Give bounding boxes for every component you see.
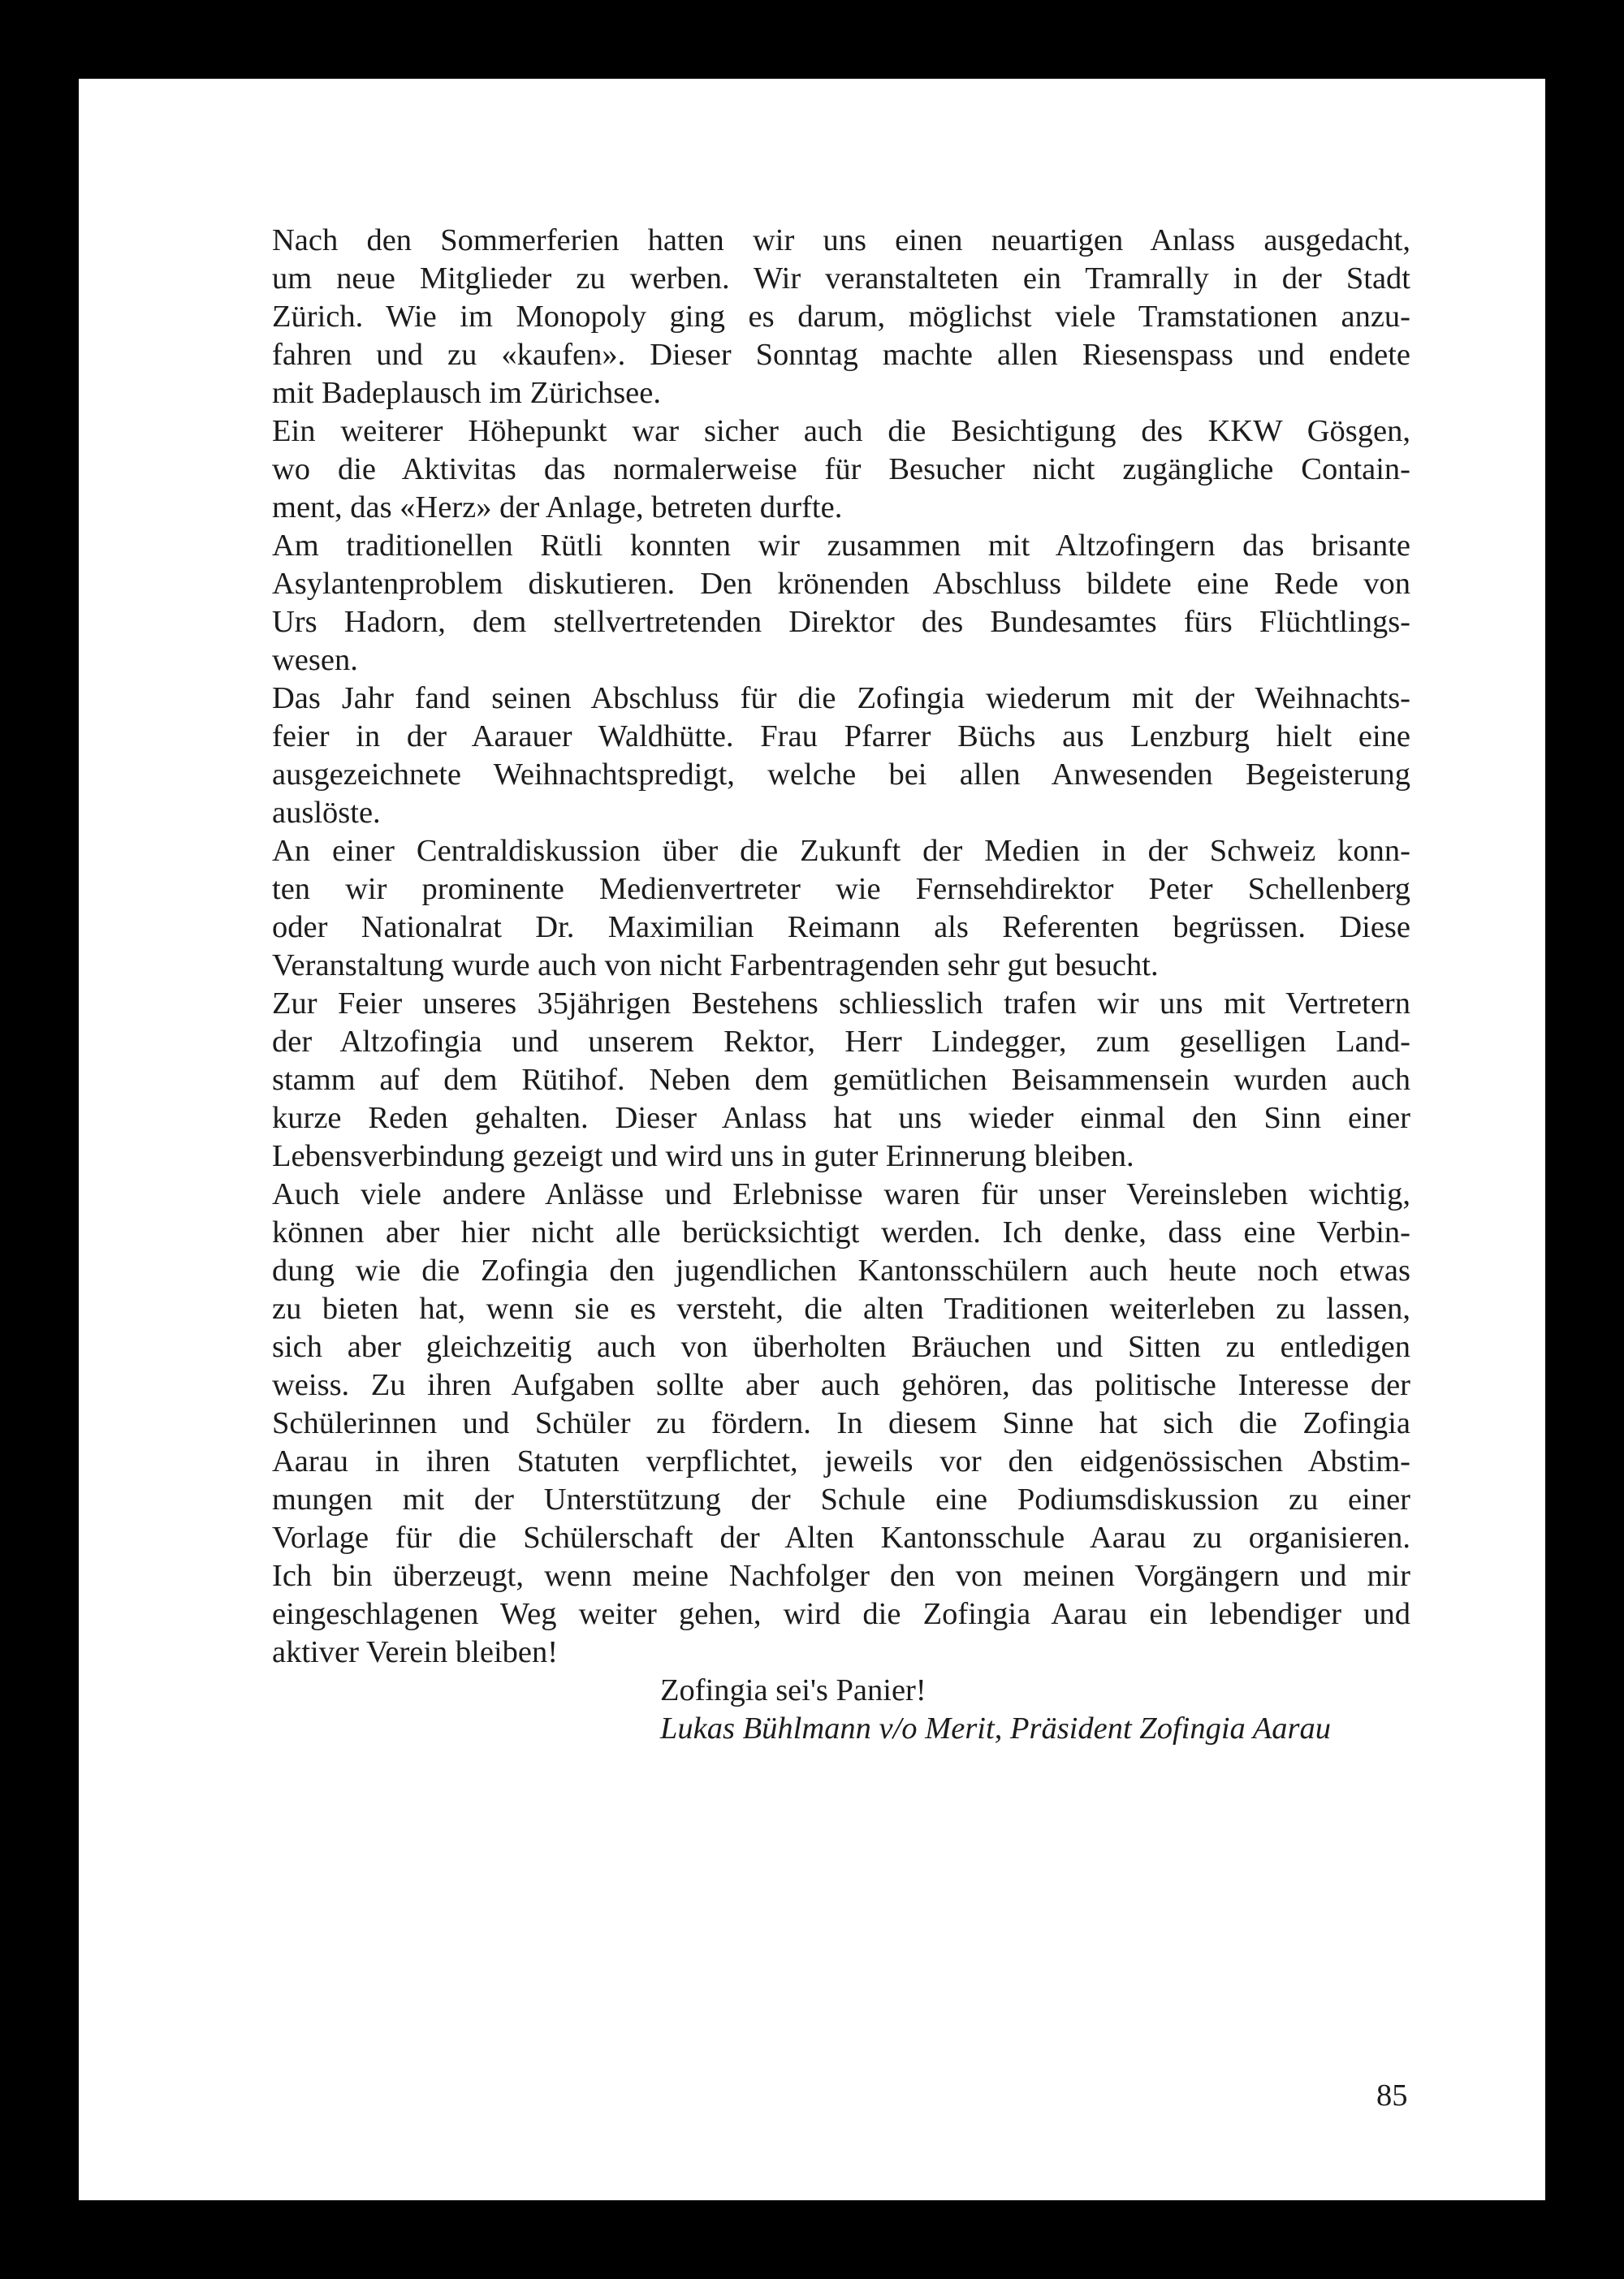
closing-motto: Zofingia sei's Panier! (660, 1673, 926, 1707)
body-text-line: ten wir prominente Medienvertreter wie Fernsehdirektor Peter Schellenberg (272, 872, 1410, 906)
body-text-line: wo die Aktivitas das normalerweise für Besucher nicht zugängliche Contain- (272, 452, 1410, 486)
body-text-line: zu bieten hat, wenn sie es versteht, die alten Traditionen weiterleben zu lassen, (272, 1292, 1410, 1326)
body-text-line: stamm auf dem Rütihof. Neben dem gemütlichen Beisammensein wurden auch (272, 1063, 1410, 1097)
body-text-line: ausgezeichnete Weihnachtspredigt, welche bei allen Anwesenden Begeisterung (272, 758, 1410, 792)
body-text-line: Das Jahr fand seinen Abschluss für die Zofingia wiederum mit der Weihnachts- (272, 681, 1410, 715)
body-text-line: weiss. Zu ihren Aufgaben sollte aber auch gehören, das politische Interesse der (272, 1368, 1410, 1402)
body-text-line: Urs Hadorn, dem stellvertretenden Direktor des Bundesamtes fürs Flüchtlings- (272, 605, 1410, 639)
body-text-line: Nach den Sommerferien hatten wir uns einen neuartigen Anlass ausgedacht, (272, 223, 1410, 257)
body-text-line: oder Nationalrat Dr. Maximilian Reimann als Referenten begrüssen. Diese (272, 910, 1410, 944)
body-text-line: aktiver Verein bleiben! (272, 1635, 559, 1669)
body-text-line: wesen. (272, 643, 358, 677)
body-text-line: Auch viele andere Anlässe und Erlebnisse waren für unser Vereinsleben wichtig, (272, 1177, 1410, 1211)
body-text-line: um neue Mitglieder zu werben. Wir veranstalteten ein Tramrally in der Stadt (272, 261, 1410, 296)
body-text-line: Zürich. Wie im Monopoly ging es darum, möglichst viele Tramstationen anzu- (272, 300, 1410, 334)
body-text-line: Asylantenproblem diskutieren. Den krönenden Abschluss bildete eine Rede von (272, 567, 1410, 601)
body-text-line: fahren und zu «kaufen». Dieser Sonntag machte allen Riesenspass und endete (272, 338, 1410, 372)
body-text-line: eingeschlagenen Weg weiter gehen, wird die Zofingia Aarau ein lebendiger und (272, 1597, 1410, 1631)
body-text-line: Am traditionellen Rütli konnten wir zusammen mit Altzofingern das brisante (272, 529, 1410, 563)
body-text-line: sich aber gleichzeitig auch von überholten Bräuchen und Sitten zu entledigen (272, 1330, 1410, 1364)
page-number: 85 (1376, 2078, 1408, 2113)
body-text-line: Lebensverbindung gezeigt und wird uns in guter Erinnerung bleiben. (272, 1139, 1134, 1173)
body-text-line: Vorlage für die Schülerschaft der Alten Kantonsschule Aarau zu organisieren. (272, 1521, 1410, 1555)
body-text-line: Ein weiterer Höhepunkt war sicher auch die Besichtigung des KKW Gösgen, (272, 414, 1410, 448)
body-text-line: der Altzofingia und unserem Rektor, Herr Lindegger, zum geselligen Land- (272, 1025, 1410, 1059)
body-text-line: dung wie die Zofingia den jugendlichen Kantonsschülern auch heute noch etwas (272, 1254, 1410, 1288)
body-text-line: An einer Centraldiskussion über die Zukunft der Medien in der Schweiz konn- (272, 834, 1410, 868)
body-text-line: mungen mit der Unterstützung der Schule eine Podiumsdiskussion zu einer (272, 1483, 1410, 1517)
body-text-line: können aber hier nicht alle berücksichtigt werden. Ich denke, dass eine Verbin- (272, 1215, 1410, 1250)
body-text-line: Zur Feier unseres 35jährigen Bestehens schliesslich trafen wir uns mit Vertretern (272, 986, 1410, 1021)
body-text-line: mit Badeplausch im Zürichsee. (272, 376, 661, 410)
author-signature: Lukas Bühlmann v/o Merit, Präsident Zofingia Aarau (660, 1711, 1331, 1746)
body-text-line: kurze Reden gehalten. Dieser Anlass hat uns wieder einmal den Sinn einer (272, 1101, 1410, 1135)
body-text-line: Ich bin überzeugt, wenn meine Nachfolger den von meinen Vorgängern und mir (272, 1559, 1410, 1593)
document-page (79, 79, 1545, 2200)
body-text-line: Aarau in ihren Statuten verpflichtet, jeweils vor den eidgenössischen Abstim- (272, 1444, 1410, 1478)
body-text-line: auslöste. (272, 796, 381, 830)
body-text-line: ment, das «Herz» der Anlage, betreten durfte. (272, 490, 843, 524)
body-text-line: Schülerinnen und Schüler zu fördern. In diesem Sinne hat sich die Zofingia (272, 1406, 1410, 1440)
body-text-line: feier in der Aarauer Waldhütte. Frau Pfarrer Büchs aus Lenzburg hielt eine (272, 719, 1410, 753)
body-text-line: Veranstaltung wurde auch von nicht Farbentragenden sehr gut besucht. (272, 948, 1159, 982)
